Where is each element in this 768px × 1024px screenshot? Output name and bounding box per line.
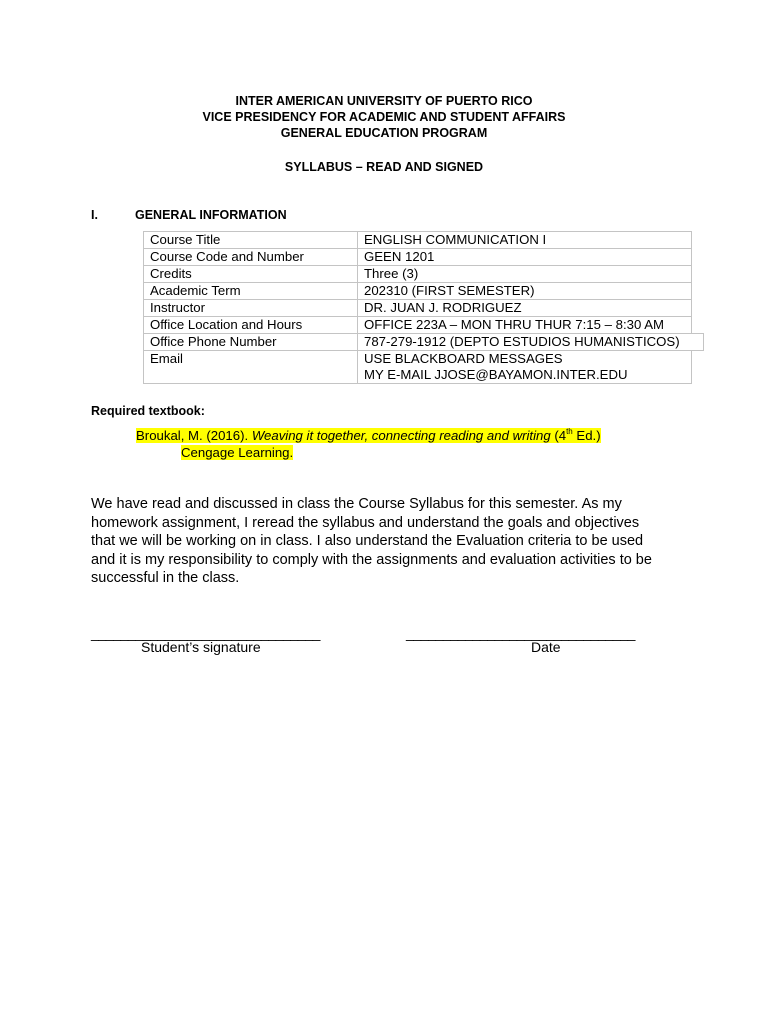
- citation-title: Weaving it together, connecting reading and writing: [251, 428, 551, 443]
- paragraph-line: and it is my responsibility to comply with the assignments and evaluation activities to be: [91, 551, 652, 568]
- citation-highlight: [136, 428, 601, 443]
- table-row: [144, 334, 692, 351]
- section-heading: [91, 207, 287, 223]
- paragraph-line: homework assignment, I reread the syllabus and understand the goals and objectives: [91, 514, 640, 531]
- citation-publisher: Cengage Learning.: [181, 445, 294, 460]
- row-value: 787-279-1912 (DEPTO ESTUDIOS HUMANISTICOS): [357, 333, 704, 351]
- date-caption: Date: [531, 639, 561, 655]
- student-signature-line: _______________________________: [91, 625, 320, 641]
- row-value: Three (3): [358, 266, 692, 283]
- document-title: SYLLABUS – READ AND SIGNED: [284, 160, 484, 174]
- row-value: GEEN 1201: [358, 249, 692, 266]
- row-label: Credits: [144, 266, 358, 283]
- table-row: [144, 283, 692, 300]
- row-label: Office Phone Number: [144, 334, 358, 351]
- row-label: Course Title: [144, 232, 358, 249]
- paragraph-line: that we will be working on in class. I also understand the Evaluation criteria to be used: [91, 533, 644, 549]
- table-row: [144, 300, 692, 317]
- row-value: ENGLISH COMMUNICATION I: [358, 232, 692, 249]
- required-textbook-label: Required textbook:: [91, 404, 205, 418]
- university-name: INTER AMERICAN UNIVERSITY OF PUERTO RICO: [235, 94, 533, 108]
- section-number: I.: [91, 208, 98, 222]
- vice-presidency-name: VICE PRESIDENCY FOR ACADEMIC AND STUDENT AFFAIRS: [202, 110, 566, 124]
- row-label: Academic Term: [144, 283, 358, 300]
- acknowledgement-paragraph: [91, 495, 691, 588]
- row-value-secondary: MY E-MAIL JJOSE@BAYAMON.INTER.EDU: [364, 367, 628, 382]
- program-name: GENERAL EDUCATION PROGRAM: [280, 126, 488, 140]
- row-label: Instructor: [144, 300, 358, 317]
- row-value: OFFICE 223A – MON THRU THUR 7:15 – 8:30 AM: [358, 317, 692, 334]
- section-heading-text: GENERAL INFORMATION: [135, 208, 287, 222]
- row-label: Course Code and Number: [144, 249, 358, 266]
- citation-edition-post: Ed.): [572, 428, 601, 443]
- citation-author: Broukal, M. (2016).: [136, 428, 252, 443]
- table-row: [144, 266, 692, 283]
- table-row: [144, 232, 692, 249]
- row-label: Office Location and Hours: [144, 317, 358, 334]
- document-header: [0, 93, 768, 141]
- table-row: [144, 351, 692, 384]
- table-row: [144, 249, 692, 266]
- paragraph-line: We have read and discussed in class the Course Syllabus for this semester. As my: [91, 496, 622, 512]
- table-row: [144, 317, 692, 334]
- row-value: 202310 (FIRST SEMESTER): [358, 283, 692, 300]
- row-value-cell: [358, 351, 692, 384]
- general-info-table: [143, 231, 692, 384]
- date-line: _______________________________: [406, 625, 635, 641]
- row-value: USE BLACKBOARD MESSAGES: [364, 351, 563, 366]
- citation-edition-pre: (4: [550, 428, 567, 443]
- row-label: Email: [144, 351, 358, 384]
- student-signature-caption: Student’s signature: [141, 639, 261, 655]
- row-value-cell: [358, 334, 692, 351]
- paragraph-line: successful in the class.: [91, 570, 240, 586]
- textbook-citation: [136, 427, 601, 461]
- row-value: DR. JUAN J. RODRIGUEZ: [358, 300, 692, 317]
- citation-edition-sup: th: [566, 427, 573, 436]
